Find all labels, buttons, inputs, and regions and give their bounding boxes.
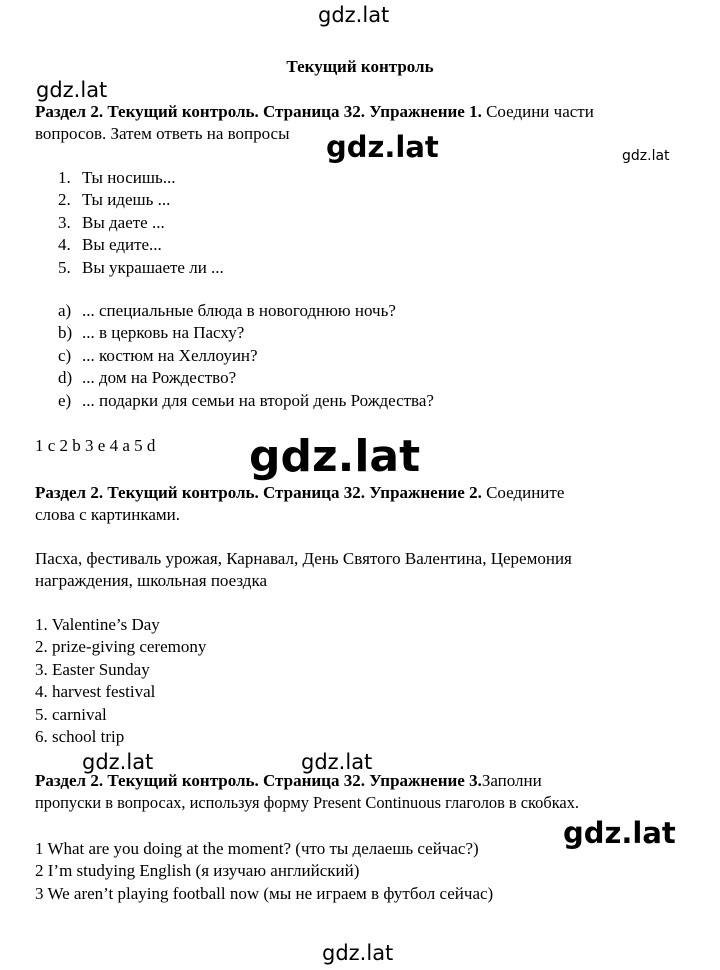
list-item: 1. Ты носишь... xyxy=(58,168,176,187)
list-item: b) ... в церковь на Пасху? xyxy=(58,323,245,343)
watermark-large: gdz.lat xyxy=(249,431,421,482)
list-item: 1 What are you doing at the moment? (что ты делаешь сейчас?) xyxy=(35,839,479,858)
ex2-instruction-line1: Соедините xyxy=(486,483,565,502)
ex3-instruction-line1: Заполни xyxy=(481,771,542,790)
list-item: 4. Вы едите... xyxy=(58,235,162,255)
list-item: c) ... костюм на Хеллоуин? xyxy=(58,345,258,365)
ex2-word-list xyxy=(35,548,695,592)
list-item: 5. carnival xyxy=(35,704,107,724)
page-title: Текущий контроль xyxy=(286,57,434,76)
list-item: a) ... специальные блюда в новогоднюю ночь? xyxy=(58,301,396,320)
ex3-instruction xyxy=(35,770,705,814)
watermark-right-2: gdz.lat xyxy=(563,816,676,850)
ex1-heading: Раздел 2. Текущий контроль. Страница 32. Упражнение 1. xyxy=(35,102,482,121)
watermark-right-small: gdz.lat xyxy=(622,148,670,164)
ex3-heading: Раздел 2. Текущий контроль. Страница 32. Упражнение 3. xyxy=(35,771,482,790)
ex1-instruction-line2: вопросов. Затем ответь на вопросы xyxy=(35,124,290,143)
ex1-lettered-list xyxy=(58,300,434,412)
list-item: 6. school trip xyxy=(35,727,125,747)
ex3-instruction-line2: пропуски в вопросах, используя форму Present Continuous глаголов в скобках. xyxy=(35,793,579,812)
ex2-answer-list xyxy=(35,614,206,748)
list-item: 3. Вы даете ... xyxy=(58,212,165,232)
list-item: 2 I’m studying English (я изучаю английский) xyxy=(35,861,360,881)
ex2-words-line2: награждения, школьная поездка xyxy=(35,571,267,590)
ex3-answer-list xyxy=(35,838,493,905)
list-item: e) ... подарки для семьи на второй день Рождества? xyxy=(58,390,434,410)
watermark-bottom: gdz.lat xyxy=(322,941,394,965)
list-item: 2. Ты идешь ... xyxy=(58,190,171,210)
ex2-words-line1: Пасха, фестиваль урожая, Карнавал, День Святого Валентина, Церемония xyxy=(35,549,572,568)
ex1-numbered-list xyxy=(58,167,224,279)
ex1-instruction xyxy=(35,101,695,145)
ex1-answer: 1 c 2 b 3 e 4 a 5 d xyxy=(35,436,156,455)
list-item: 3 We aren’t playing football now (мы не играем в футбол сейчас) xyxy=(35,883,494,903)
list-item: 4. harvest festival xyxy=(35,682,156,702)
ex2-instruction xyxy=(35,482,695,526)
list-item: 5. Вы украшаете ли ... xyxy=(58,257,224,277)
list-item: d) ... дом на Рождество? xyxy=(58,368,237,388)
watermark-top: gdz.lat xyxy=(318,3,390,27)
ex2-heading: Раздел 2. Текущий контроль. Страница 32. Упражнение 2. xyxy=(35,483,482,502)
ex1-instruction-line1: Соедини части xyxy=(486,102,594,121)
ex2-instruction-line2: слова с картинками. xyxy=(35,505,181,524)
list-item: 3. Easter Sunday xyxy=(35,659,150,679)
watermark-center-2: gdz.lat xyxy=(301,750,373,774)
watermark-left-2: gdz.lat xyxy=(82,750,154,774)
list-item: 2. prize-giving ceremony xyxy=(35,637,207,657)
watermark-left-1: gdz.lat xyxy=(36,78,108,102)
watermark-center-1: gdz.lat xyxy=(326,130,439,164)
list-item: 1. Valentine’s Day xyxy=(35,615,160,634)
